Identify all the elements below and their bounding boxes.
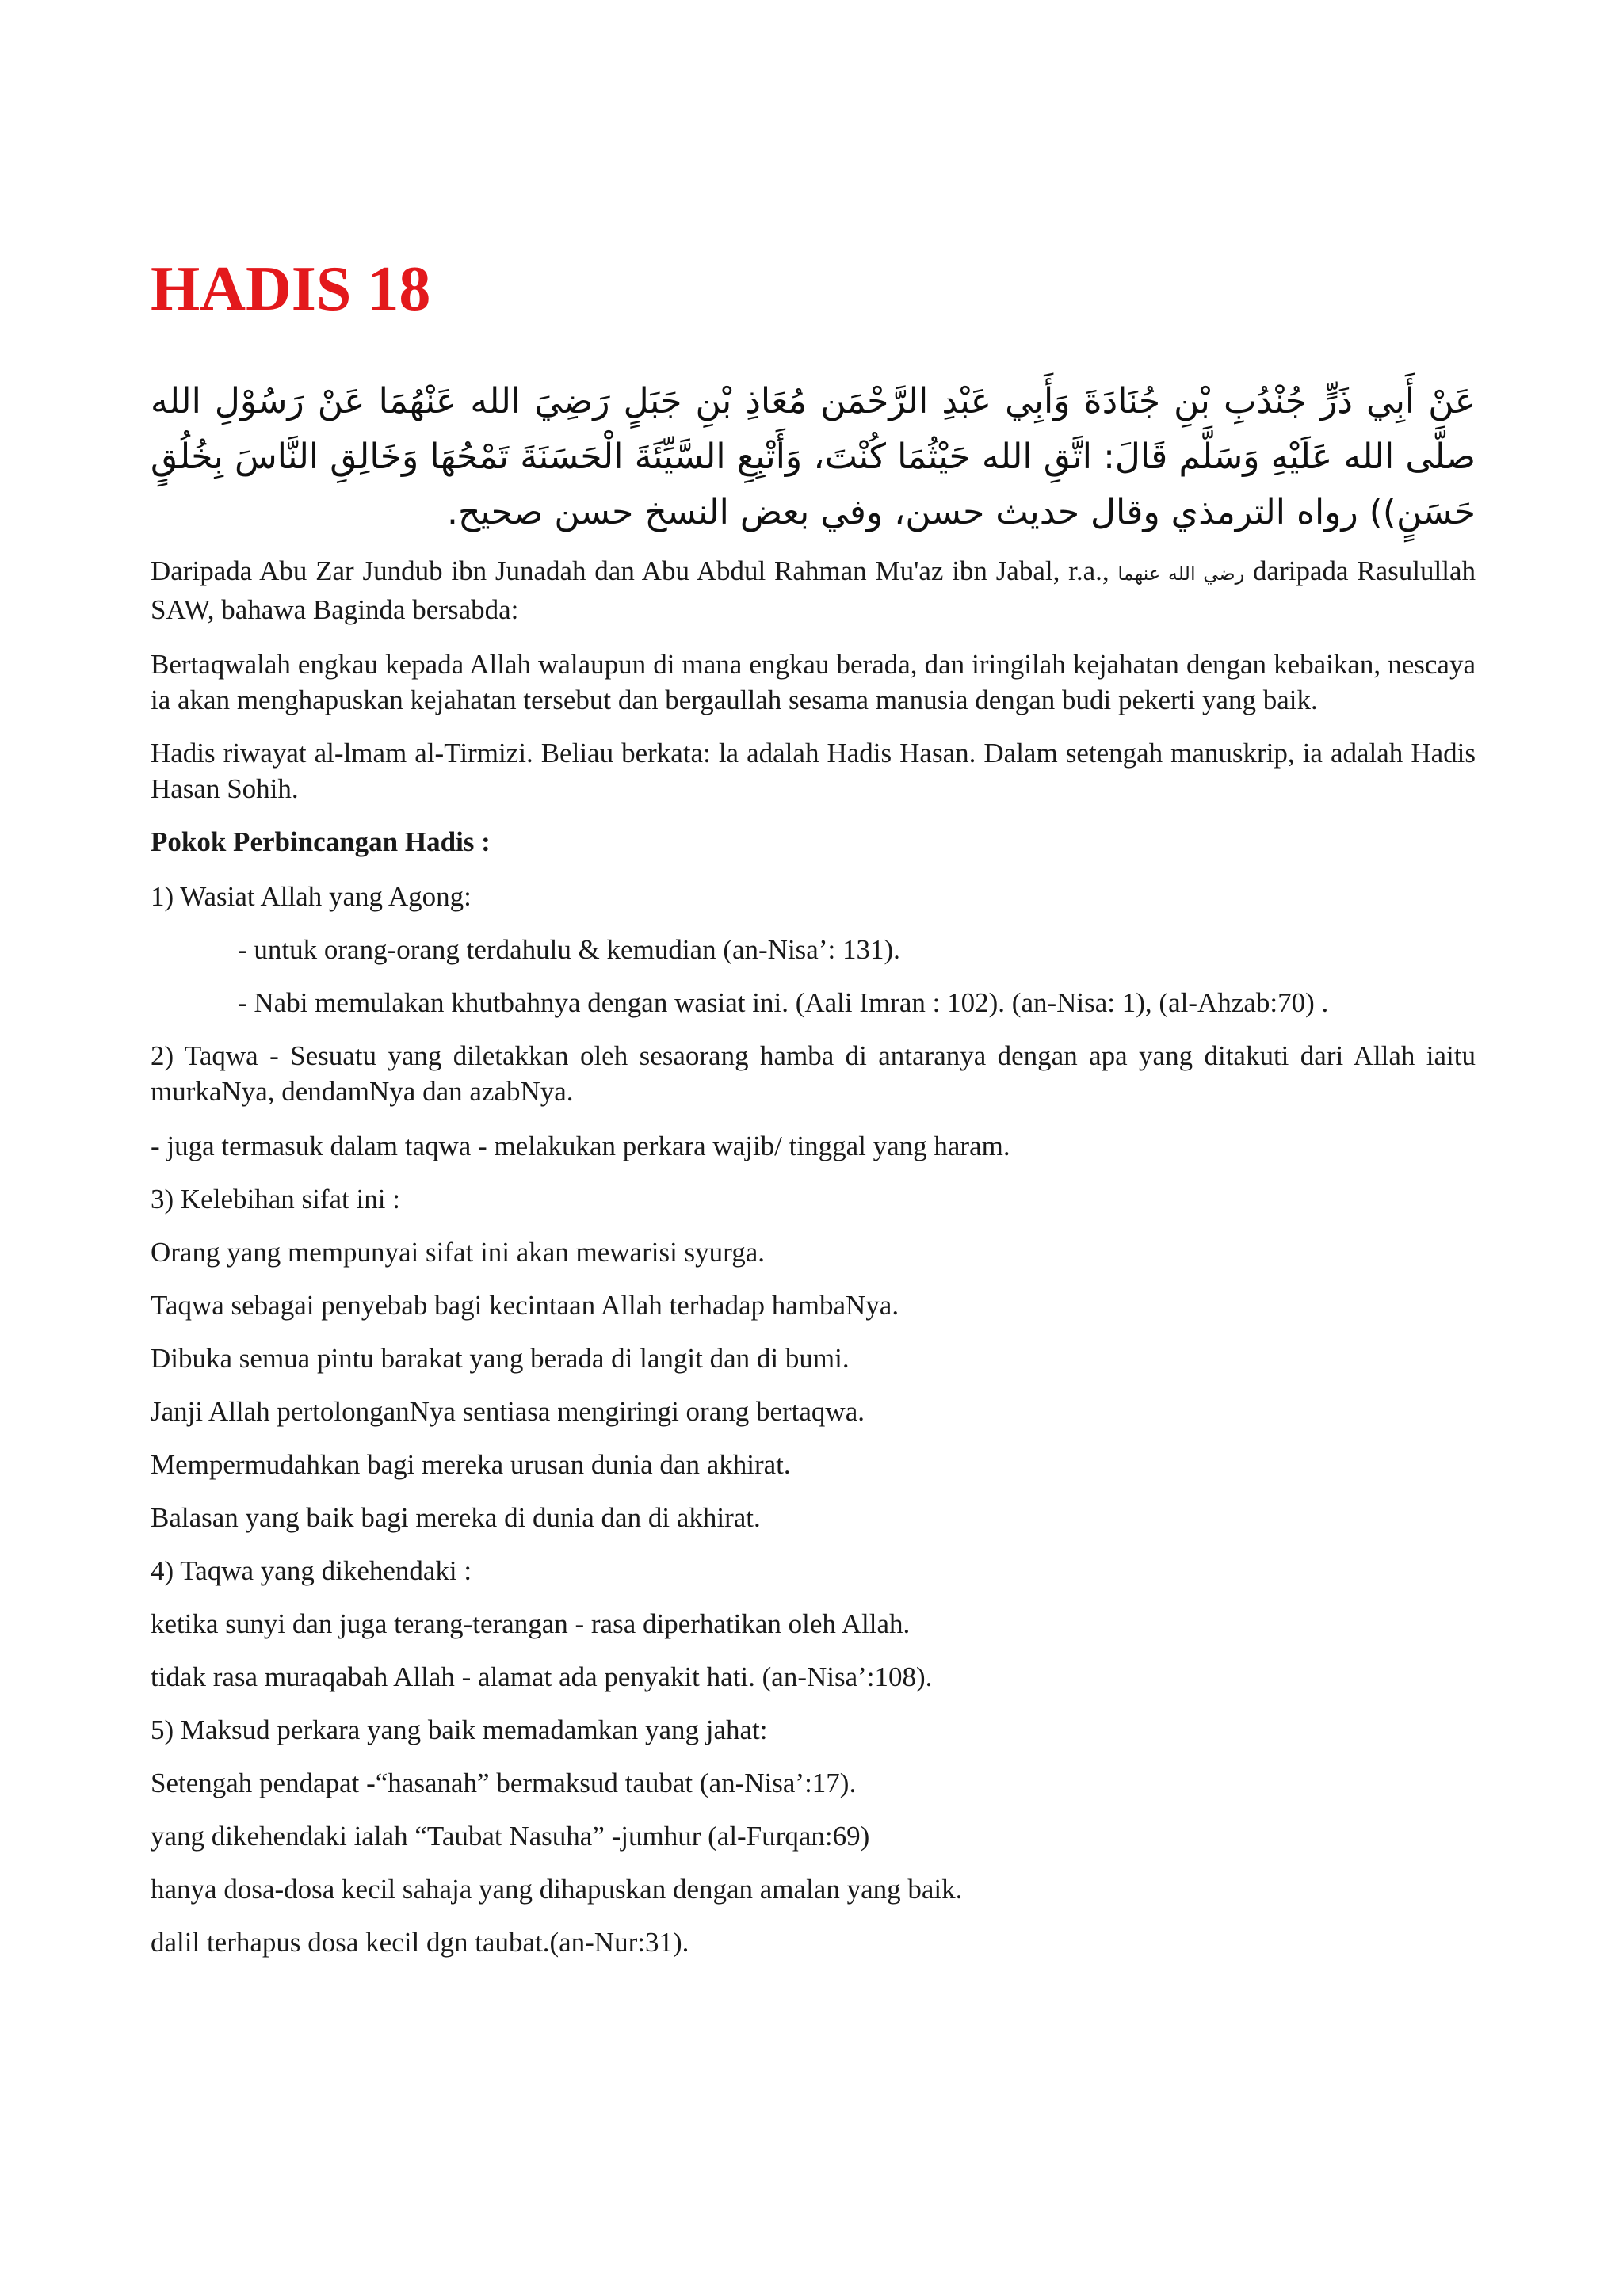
section-4-heading: 4) Taqwa yang dikehendaki :	[151, 1555, 472, 1586]
section-5-line-4: dalil terhapus dosa kecil dgn taubat.(an-Nur:31).	[151, 1927, 689, 1958]
section-4-line-1: ketika sunyi dan juga terang-terangan - rasa diperhatikan oleh Allah.	[151, 1608, 911, 1639]
translation-intro-part1: Daripada Abu Zar Jundub ibn Junadah dan Abu Abdul Rahman Mu'az ibn Jabal, r.a.,	[151, 555, 1109, 586]
section-5-heading: 5) Maksud perkara yang baik memadamkan yang jahat:	[151, 1714, 768, 1745]
section-3-line-5: Mempermudahkan bagi mereka urusan dunia dan akhirat.	[151, 1449, 791, 1480]
section-3-line-6: Balasan yang baik bagi mereka di dunia dan di akhirat.	[151, 1502, 761, 1533]
section-1-item-1: - untuk orang-orang terdahulu & kemudian (an-Nisa’: 131).	[238, 934, 900, 965]
section-3-line-3: Dibuka semua pintu barakat yang berada di langit dan di bumi.	[151, 1343, 850, 1374]
section-2-text: 2) Taqwa - Sesuatu yang diletakkan oleh sesaorang hamba di antaranya dengan apa yang ditakuti dari Allah iaitu murkaNya, dendamNya dan azabNya.	[151, 1040, 1476, 1107]
section-5-line-1: Setengah pendapat -“hasanah” bermaksud taubat (an-Nisa’:17).	[151, 1768, 857, 1798]
translation-intro-part2: daripada Rasulullah SAW, bahawa Baginda bersabda:	[151, 555, 1476, 625]
section-1-item-2: - Nabi memulakan khutbahnya dengan wasiat ini. (Aali Imran : 102). (an-Nisa: 1), (al-Ahzab:70) .	[238, 987, 1329, 1018]
section-2-note: - juga termasuk dalam taqwa - melakukan perkara wajib/ tinggal yang haram.	[151, 1131, 1010, 1161]
translation-paragraph: Bertaqwalah engkau kepada Allah walaupun di mana engkau berada, dan iringilah kejahatan dengan kebaikan, nescaya ia akan menghapuskan kejahatan tersebut dan bergaullah sesama manusia dengan budi pekerti yang baik.	[151, 649, 1476, 715]
arabic-hadith-text: عَنْ أَبِي ذَرٍّ جُنْدُبِ بْنِ جُنَادَةَ وَأَبِي عَبْدِ الرَّحْمَن مُعَاذِ بْنِ جَبَلٍ رَضِيَ الله عَنْهُمَا عَنْ رَسُوْلِ الله صلَّى الله عَلَيْهِ وَسَلَّم قَالَ: اتَّقِ الله حَيْثُمَا كُنْتَ، وَأَتْبِعِ السَّيِّئَةَ الْحَسَنَةَ تَمْحُهَا وَخَالِقِ النَّاسَ بِخُلُقٍ حَسَنٍ)) رواه الترمذي وقال حديث حسن، وفي بعض النسخ حسن صحيح.	[151, 381, 1476, 532]
section-3-line-1: Orang yang mempunyai sifat ini akan mewarisi syurga.	[151, 1237, 765, 1268]
section-5-line-3: hanya dosa-dosa kecil sahaja yang dihapuskan dengan amalan yang baik.	[151, 1874, 963, 1905]
section-3-line-4: Janji Allah pertolonganNya sentiasa mengiringi orang bertaqwa.	[151, 1396, 865, 1427]
translation-intro	[151, 553, 1476, 627]
document-page	[151, 254, 1476, 1978]
section-3-line-2: Taqwa sebagai penyebab bagi kecintaan Allah terhadap hambaNya.	[151, 1290, 899, 1321]
section-3-heading: 3) Kelebihan sifat ini :	[151, 1184, 400, 1215]
discussion-heading: Pokok Perbincangan Hadis :	[151, 826, 491, 857]
section-5-line-2: yang dikehendaki ialah “Taubat Nasuha” -jumhur (al-Furqan:69)	[151, 1821, 870, 1852]
page-title: HADIS 18	[151, 254, 431, 324]
section-1-heading: 1) Wasiat Allah yang Agong:	[151, 881, 472, 912]
narration-paragraph: Hadis riwayat al-lmam al-Tirmizi. Beliau berkata: la adalah Hadis Hasan. Dalam setengah manuskrip, ia adalah Hadis Hasan Sohih.	[151, 738, 1476, 804]
translation-intro-arabic: رضي الله عنهما	[1117, 563, 1245, 585]
section-4-line-2: tidak rasa muraqabah Allah - alamat ada penyakit hati. (an-Nisa’:108).	[151, 1661, 933, 1692]
